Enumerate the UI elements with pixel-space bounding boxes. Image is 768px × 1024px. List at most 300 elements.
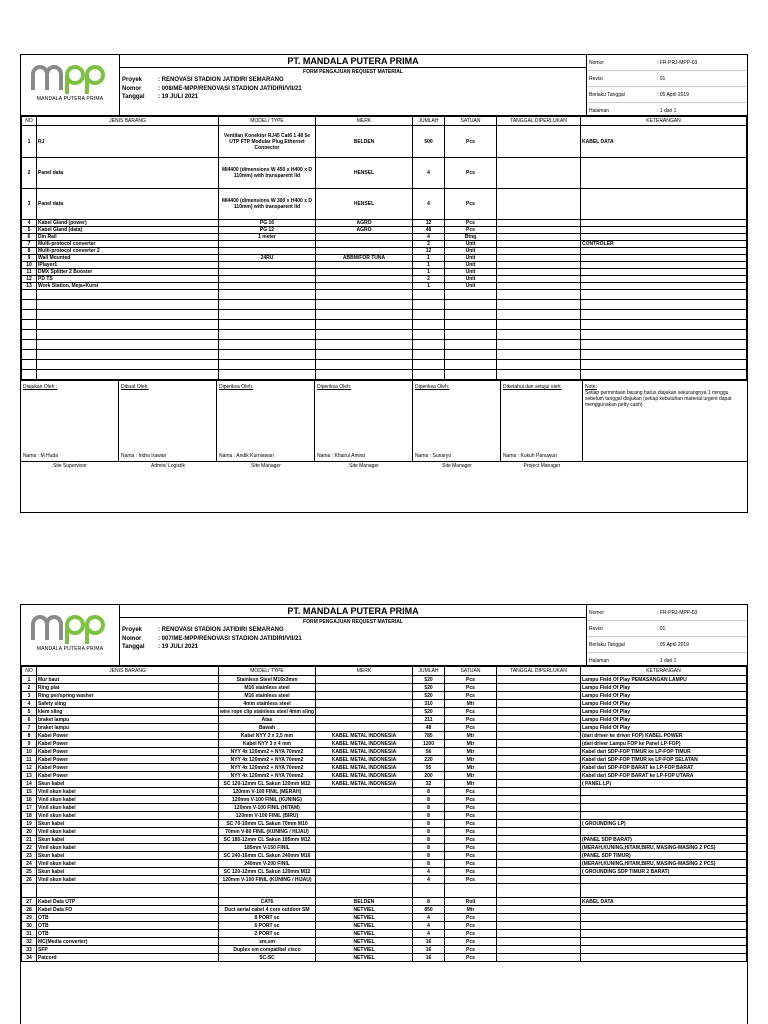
cell-empty [413, 370, 445, 380]
cell-tgl [497, 868, 581, 876]
cell-ket: Lampu Field Of Play [581, 692, 747, 700]
cell-empty [316, 370, 413, 380]
cell-empty [445, 340, 497, 350]
cell-empty [413, 360, 445, 370]
cell-tgl [497, 804, 581, 812]
cell-model: 24RU [219, 255, 316, 262]
cell-satuan: Pcs [445, 220, 497, 227]
cell-ket [581, 906, 747, 914]
doc-halaman-label: Halaman [589, 107, 610, 114]
cell-no: 2 [22, 158, 37, 189]
cell-satuan [445, 884, 497, 898]
cell-merk: KABEL METAL INDONESIA [316, 756, 413, 764]
table-row [22, 262, 747, 269]
cell-jenis: MC(Media converter) [37, 938, 219, 946]
cell-empty [413, 290, 445, 300]
cell-no: 20 [22, 828, 37, 836]
cell-merk [316, 724, 413, 732]
cell-model: Duct aerial cabel 4 core outdoor SM [219, 906, 316, 914]
table-row-empty [22, 350, 747, 360]
col-jenis: JENIS BARANG [37, 667, 219, 676]
cell-satuan: Pcs [445, 788, 497, 796]
cell-jumlah: 520 [413, 676, 445, 684]
cell-jumlah: 2 [413, 241, 445, 248]
cell-empty [581, 330, 747, 340]
table-row-empty [22, 300, 747, 310]
sig-diperiksa1-title: Diperiksa Oleh: [219, 384, 254, 390]
cell-jumlah: 8 [413, 844, 445, 852]
cell-empty [316, 320, 413, 330]
cell-no: 2 [22, 684, 37, 692]
doc-berlaku-label: Berlaku Tanggal [589, 91, 625, 98]
cell-tgl [497, 740, 581, 748]
cell-empty [497, 340, 581, 350]
form-title-2: FORM PENGAJUAN REQUEST MATERIAL [303, 619, 403, 625]
cell-jenis: Din Rail [37, 234, 219, 241]
cell-model: SC 120-12mm CL Sakun 120mm M12 [219, 780, 316, 788]
cell-tgl [497, 255, 581, 262]
cell-satuan: Pcs [445, 860, 497, 868]
table-row [22, 220, 747, 227]
cell-jumlah: 8 [413, 804, 445, 812]
col-tanggal: TANGGAL DIPERLUKAN [497, 117, 581, 126]
cell-empty [219, 310, 316, 320]
logo-text: MANDALA PUTERA PRIMA [36, 96, 104, 102]
cell-tgl [497, 954, 581, 962]
sig-diajukan-title: Diajukan Oleh : [23, 384, 58, 390]
cell-satuan: Pcs [445, 828, 497, 836]
table-row [22, 938, 747, 946]
cell-empty [445, 310, 497, 320]
header-middle-2 [120, 605, 587, 665]
proyek-label-2: Proyek [122, 627, 143, 633]
table-row [22, 820, 747, 828]
cell-empty [413, 350, 445, 360]
cell-tgl [497, 748, 581, 756]
cell-empty [22, 360, 37, 370]
cell-satuan: Pcs [445, 868, 497, 876]
cell-jenis: Kabel Power [37, 772, 219, 780]
cell-no [22, 884, 37, 898]
cell-no: 26 [22, 876, 37, 884]
cell-ket: Lampu Field Of Play [581, 684, 747, 692]
table-row [22, 828, 747, 836]
form-header-2 [21, 605, 747, 666]
cell-no: 27 [22, 898, 37, 906]
cell-merk: KABEL METAL INDONESIA [316, 772, 413, 780]
cell-merk [316, 248, 413, 255]
cell-tgl [497, 684, 581, 692]
doc-halaman-value: : 1 dari 1 [657, 107, 677, 114]
cell-model: SC 70-10mm CL Sakun 70mm M10 [219, 820, 316, 828]
cell-empty [316, 300, 413, 310]
cell-jumlah: 1 [413, 283, 445, 290]
cell-jumlah: 16 [413, 946, 445, 954]
cell-jumlah: 16 [413, 954, 445, 962]
cell-model [219, 248, 316, 255]
cell-jenis: Panel data [37, 189, 219, 220]
cell-jenis: Patcord [37, 954, 219, 962]
cell-no: 8 [22, 732, 37, 740]
form-title: FORM PENGAJUAN REQUEST MATERIAL [303, 69, 403, 75]
cell-no: 24 [22, 860, 37, 868]
cell-ket [581, 938, 747, 946]
cell-merk [316, 684, 413, 692]
cell-model: 240mm V-200 FINIL [219, 860, 316, 868]
cell-no: 9 [22, 740, 37, 748]
cell-model: wire rope clip stainless steel 4mm sling [220, 708, 314, 715]
cell-jenis: Mur baut [37, 676, 219, 684]
cell-tgl [497, 283, 581, 290]
cell-jumlah: 211 [413, 716, 445, 724]
table-row [22, 748, 747, 756]
cell-no: 12 [22, 276, 37, 283]
cell-ket: Kabel dari SDP-FOP BARAT ke LP-FOP BARAT [581, 764, 747, 772]
cell-merk [316, 884, 413, 898]
cell-merk: NETVIEL [316, 906, 413, 914]
cell-satuan: Pcs [445, 876, 497, 884]
cell-model: SC 185-12mm CL Sakun 185mm M12 [219, 836, 316, 844]
cell-model: PG 12 [219, 227, 316, 234]
cell-model: NYY 4x 120mm2 + NYA 70mm2 [219, 764, 316, 772]
cell-empty [413, 310, 445, 320]
cell-jumlah: 4 [413, 914, 445, 922]
cell-ket [581, 914, 747, 922]
table-row [22, 684, 747, 692]
cell-merk [316, 876, 413, 884]
cell-merk: NETVIEL [316, 938, 413, 946]
cell-tgl [497, 836, 581, 844]
cell-no: 28 [22, 906, 37, 914]
tanggal-label-2: Tanggal [122, 644, 145, 650]
cell-satuan: Pcs [445, 844, 497, 852]
cell-empty [445, 350, 497, 360]
cell-merk: NETVIEL [316, 946, 413, 954]
cell-tgl [497, 922, 581, 930]
cell-empty [497, 350, 581, 360]
cell-jenis: Panel data [37, 158, 219, 189]
request-form-1 [20, 54, 748, 513]
cell-no: 1 [22, 676, 37, 684]
cell-tgl [497, 906, 581, 914]
cell-merk: KABEL METAL INDONESIA [316, 740, 413, 748]
cell-merk: NETVIEL [316, 914, 413, 922]
doc-nomor-value-2: : FR-PRJ-MPP-03 [657, 609, 698, 616]
cell-ket [581, 930, 747, 938]
cell-tgl [497, 788, 581, 796]
cell-no: 4 [22, 700, 37, 708]
table-row [22, 676, 747, 684]
cell-jumlah: 48 [413, 724, 445, 732]
cell-model: NYY 4x 120mm2 + NYA 70mm2 [219, 772, 316, 780]
document-info-2 [587, 605, 747, 665]
cell-ket [581, 248, 747, 255]
doc-berlaku-value: : 05 April 2019 [657, 91, 689, 98]
cell-no: 34 [22, 954, 37, 962]
cell-satuan: Pcs [445, 126, 497, 158]
cell-empty [22, 310, 37, 320]
sig-diperiksa2-title: Diperiksa Oleh: [317, 384, 352, 390]
cell-jumlah: 4 [413, 930, 445, 938]
cell-no: 1 [22, 126, 37, 158]
company-logo [21, 55, 120, 115]
cell-no: 25 [22, 868, 37, 876]
cell-ket [581, 796, 747, 804]
cell-merk: HENSEL [316, 158, 413, 189]
table-row [22, 906, 747, 914]
cell-satuan: Pcs [445, 954, 497, 962]
cell-empty [37, 300, 219, 310]
cell-empty [413, 300, 445, 310]
cell-empty [316, 350, 413, 360]
cell-tgl [497, 724, 581, 732]
cell-tgl [497, 914, 581, 922]
cell-empty [219, 340, 316, 350]
document-info [587, 55, 747, 115]
cell-jumlah: 2 [413, 276, 445, 283]
cell-jenis: Multi-protocol converter [37, 241, 219, 248]
cell-model: 70mm V-80 FINIL (KUNING / HIJAU) [219, 828, 316, 836]
table-row [22, 898, 747, 906]
cell-jenis: Skun kabel [37, 780, 219, 788]
cell-ket [581, 828, 747, 836]
cell-satuan: Unit [445, 241, 497, 248]
cell-model: 8 PORT sc [219, 914, 316, 922]
cell-jumlah: 8 [413, 828, 445, 836]
table-row [22, 876, 747, 884]
cell-empty [22, 350, 37, 360]
cell-jumlah: 520 [413, 692, 445, 700]
nomor-value-2: : 007/ME-MPP/RENOVASI STADION JATIDIRI/VII/21 [158, 635, 302, 642]
cell-ket [581, 220, 747, 227]
cell-model: 1 meter [219, 234, 316, 241]
cell-jenis: Multi-protocol converter 2 [37, 248, 219, 255]
cell-no: 4 [22, 220, 37, 227]
col-model: MODEL/ TYPE [219, 117, 316, 126]
cell-merk: BELDEN [316, 898, 413, 906]
note-box [583, 381, 747, 461]
table-row [22, 852, 747, 860]
table-row [22, 732, 747, 740]
cell-satuan: Unit [445, 262, 497, 269]
cell-model: 4mm stainless steel [219, 700, 316, 708]
role-project-manager: Project Manager [523, 463, 561, 469]
cell-ket: KABEL DATA [581, 898, 747, 906]
table-row [22, 836, 747, 844]
cell-satuan: Pcs [445, 812, 497, 820]
cell-jenis: Kabel Power [37, 740, 219, 748]
cell-merk: NETVIEL [316, 922, 413, 930]
project-info-2 [120, 626, 586, 652]
cell-ket [581, 946, 747, 954]
cell-tgl [497, 692, 581, 700]
cell-jenis: OTB [37, 930, 219, 938]
cell-ket [581, 269, 747, 276]
doc-revisi-label-2: Revisi [589, 625, 603, 632]
cell-empty [22, 300, 37, 310]
cell-jenis: SFP [37, 946, 219, 954]
cell-jenis: braket lampu [37, 716, 219, 724]
table-row [22, 780, 747, 788]
cell-ket: Lampu Field Of Play [581, 708, 747, 716]
cell-model [219, 276, 316, 283]
cell-empty [22, 370, 37, 380]
cell-ket: Lampu Field Of Play PEMASANGAN LAMPU [581, 676, 747, 684]
cell-jenis: Safety sling [37, 700, 219, 708]
request-form-2 [20, 604, 748, 1024]
role-empty [583, 462, 747, 471]
sig-diperiksa2-name: Nama : Khairul Anwar [317, 453, 366, 459]
sig-diperiksa-2 [315, 381, 413, 461]
cell-tgl [497, 676, 581, 684]
cell-no: 13 [22, 283, 37, 290]
doc-nomor-label: Nomor [589, 59, 605, 66]
cell-merk [316, 852, 413, 860]
cell-merk: HENSEL [316, 189, 413, 220]
cell-empty [413, 320, 445, 330]
cell-tgl [497, 269, 581, 276]
cell-merk: NETVIEL [316, 954, 413, 962]
doc-revisi-label: Revisi [589, 75, 603, 82]
cell-tgl [497, 852, 581, 860]
form-header [21, 55, 747, 116]
cell-jumlah: 8 [413, 852, 445, 860]
cell-ket [581, 876, 747, 884]
cell-no: 10 [22, 262, 37, 269]
cell-empty [316, 310, 413, 320]
table-row [22, 740, 747, 748]
cell-no: 11 [22, 269, 37, 276]
cell-jenis: Skun kabel [37, 868, 219, 876]
cell-satuan: Pcs [445, 692, 497, 700]
cell-jenis: Vinil skun kabel [37, 812, 219, 820]
col-jenis: JENIS BARANG [37, 117, 219, 126]
cell-satuan: Mtr [445, 906, 497, 914]
cell-merk: KABEL METAL INDONESIA [316, 780, 413, 788]
cell-empty [219, 370, 316, 380]
cell-no: 29 [22, 914, 37, 922]
cell-jenis: Vinil skun kabel [37, 828, 219, 836]
cell-empty [497, 360, 581, 370]
cell-no: 15 [22, 788, 37, 796]
cell-jenis: OTB [37, 922, 219, 930]
cell-model: NYY 4x 120mm2 + NYA 70mm2 [219, 748, 316, 756]
logo-text-2: MANDALA PUTERA PRIMA [36, 646, 104, 652]
cell-merk: ABBM/FOR TUNA [316, 255, 413, 262]
cell-jumlah: 1 [413, 255, 445, 262]
nomor-value: : 008/ME-MPP/RENOVASI STADION JATIDIRI/VII/21 [158, 85, 302, 92]
cell-jumlah: 1 [413, 262, 445, 269]
cell-tgl [497, 220, 581, 227]
cell-jumlah: 8 [413, 898, 445, 906]
cell-tgl [497, 812, 581, 820]
sig-disetujui-name: Nama : Kukuh Panuwun [503, 453, 557, 459]
cell-jumlah: 4 [413, 234, 445, 241]
role-site-supervisor: Site Supervisor [53, 463, 87, 469]
cell-satuan: Roll [445, 898, 497, 906]
cell-empty [581, 350, 747, 360]
cell-ket: (PANEL SDP BARAT) [581, 836, 747, 844]
col-satuan: SATUAN [445, 667, 497, 676]
signature-roles [21, 461, 747, 471]
sig-diajukan [21, 381, 119, 461]
table-row [22, 764, 747, 772]
cell-ket [581, 262, 747, 269]
cell-empty [37, 330, 219, 340]
sig-diperiksa-3 [413, 381, 501, 461]
cell-jenis: Kabel Data FO [37, 906, 219, 914]
cell-satuan: Mtr [445, 740, 497, 748]
table-row [22, 772, 747, 780]
cell-merk [316, 708, 413, 716]
cell-model: Atas [219, 716, 316, 724]
cell-jenis: Vinil skun kabel [37, 788, 219, 796]
cell-model: MI4400 (dimensions W 450 x H400 x D 110mm) with transparent lid [219, 158, 316, 189]
cell-no: 21 [22, 836, 37, 844]
cell-jumlah: 16 [413, 938, 445, 946]
cell-jenis: Vinil skun kabel [37, 860, 219, 868]
cell-jumlah: 1 [413, 269, 445, 276]
cell-satuan: Pcs [445, 227, 497, 234]
sig-diperiksa1-name: Nama : Andik Kurniawan [219, 453, 274, 459]
table-row [22, 708, 747, 716]
cell-empty [497, 300, 581, 310]
cell-jenis: PD TS [37, 276, 219, 283]
cell-ket [581, 227, 747, 234]
table-body-2 [22, 676, 747, 962]
cell-satuan: Pcs [445, 684, 497, 692]
cell-empty [413, 340, 445, 350]
cell-empty [445, 360, 497, 370]
cell-satuan: Pcs [445, 796, 497, 804]
doc-nomor-label-2: Nomor [589, 609, 605, 616]
cell-empty [581, 340, 747, 350]
cell-ket: Lampu Field Of Play [581, 724, 747, 732]
cell-jenis: Skun kabel [37, 836, 219, 844]
cell-tgl [497, 126, 581, 158]
sig-diajukan-name: Nama : M Huda [23, 453, 59, 459]
cell-ket: Kabel dari SDP-FOP TIMUR ke LP-FOP TIMUR [581, 748, 747, 756]
cell-no: 11 [22, 756, 37, 764]
cell-model: MI4400 (dimensions W 300 x H400 x D 110mm) with transparent lid [219, 189, 316, 220]
col-merk: MERK [316, 117, 413, 126]
cell-merk [316, 241, 413, 248]
cell-satuan: Pcs [445, 189, 497, 220]
cell-ket: Lampu Field Of Play [581, 700, 747, 708]
cell-tgl [497, 898, 581, 906]
cell-empty [37, 290, 219, 300]
cell-merk [316, 269, 413, 276]
cell-ket: ( GROUNDING LP) [581, 820, 747, 828]
cell-ket: Kabel dari SDP-FOP BARAT ke LP-FOP UTARA [581, 772, 747, 780]
cell-tgl [497, 860, 581, 868]
table-row [22, 255, 747, 262]
table-row [22, 804, 747, 812]
cell-merk [316, 676, 413, 684]
cell-no: 32 [22, 938, 37, 946]
cell-jenis: Kabel Gland (power) [37, 220, 219, 227]
cell-jumlah: 220 [413, 756, 445, 764]
table-row-empty [22, 340, 747, 350]
col-model: MODEL/ TYPE [219, 667, 316, 676]
cell-ket: ( PANEL LP) [581, 780, 747, 788]
cell-empty [445, 370, 497, 380]
cell-empty [497, 310, 581, 320]
cell-satuan: Unit [445, 276, 497, 283]
cell-ket [581, 234, 747, 241]
cell-jenis: Kabel Power [37, 732, 219, 740]
cell-ket [581, 804, 747, 812]
